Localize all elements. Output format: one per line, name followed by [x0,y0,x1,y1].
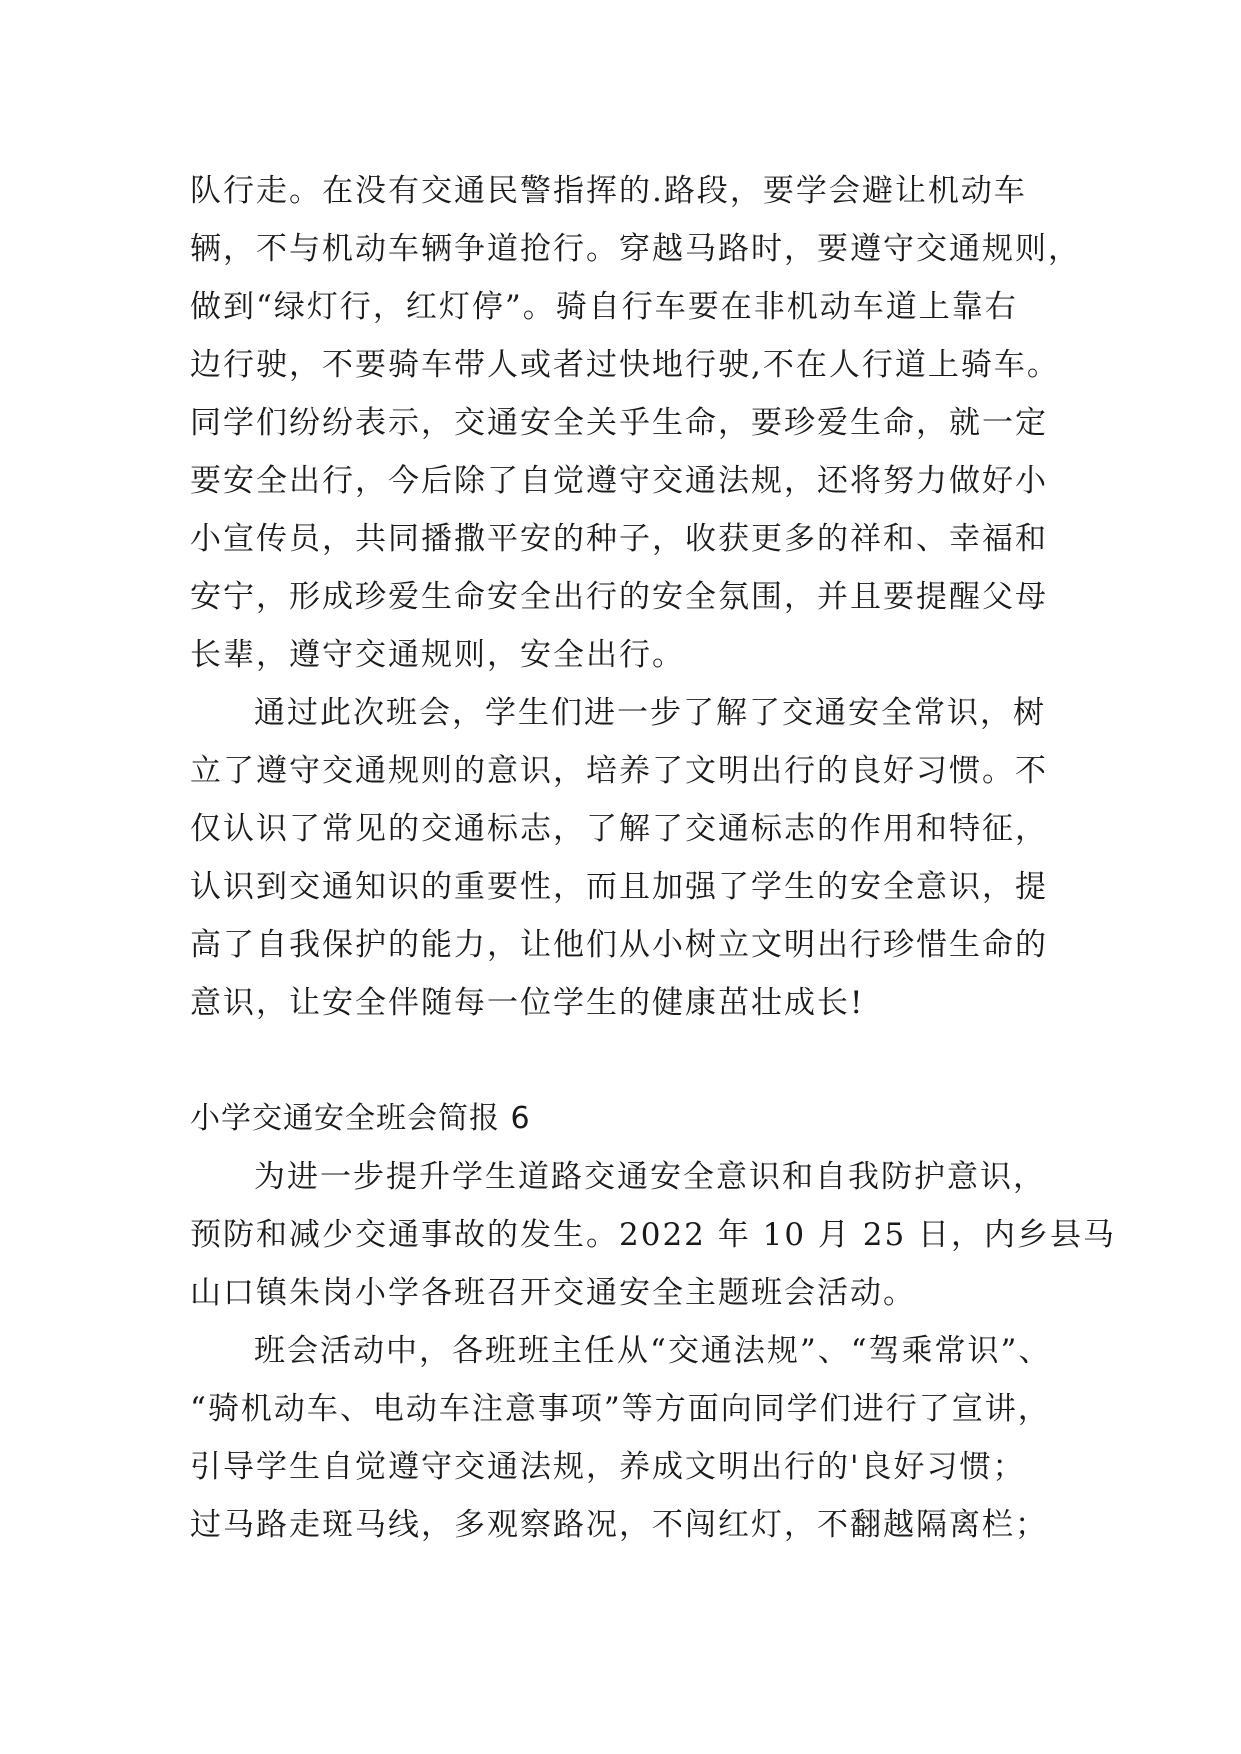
text-line: 为进一步提升学生道路交通安全意识和自我防护意识， [254,1159,1046,1195]
text-line: 通过此次班会，学生们进一步了解了交通安全常识，树 [254,695,1046,731]
text-line: 仅认识了常见的交通标志，了解了交通标志的作用和特征， [190,811,1048,847]
text-line: 队行走。在没有交通民警指挥的.路段，要学会避让机动车 [190,173,1027,209]
text-line: 山口镇朱岗小学各班召开交通安全主题班会活动。 [190,1275,916,1311]
text-line: 高了自我保护的能力，让他们从小树立文明出行珍惜生命的 [190,927,1048,963]
text-line: 同学们纷纷表示，交通安全关乎生命，要珍爱生命，就一定 [190,405,1048,441]
text-line: 认识到交通知识的重要性，而且加强了学生的安全意识，提 [190,869,1048,905]
text-line: 小宣传员，共同播撒平安的种子，收获更多的祥和、幸福和 [190,521,1048,557]
text-line: 安宁，形成珍爱生命安全出行的安全氛围，并且要提醒父母 [190,579,1048,615]
text-line: 引导学生自觉遵守交通法规，养成文明出行的'良好习惯； [190,1449,1026,1485]
text-line: 班会活动中，各班班主任从“交通法规”、“驾乘常识”、 [254,1333,1052,1369]
text-line: 过马路走斑马线，多观察路况，不闯红灯，不翻越隔离栏； [190,1507,1048,1543]
text-line: “骑机动车、电动车注意事项”等方面向同学们进行了宣讲， [190,1391,1051,1427]
text-line: 做到“绿灯行，红灯停”。骑自行车要在非机动车道上靠右 [190,289,1018,325]
text-line: 立了遵守交通规则的意识，培养了文明出行的良好习惯。不 [190,753,1048,789]
text-line: 要安全出行，今后除了自觉遵守交通法规，还将努力做好小 [190,463,1048,499]
paragraph-intro [190,1148,1117,1322]
paragraph-activity [190,1322,1090,1554]
section-heading: 小学交通安全班会简报 6 [190,1101,531,1136]
text-line: 边行驶，不要骑车带人或者过快地行驶,不在人行道上骑车。 [190,347,1060,383]
paragraph-summary [190,684,1090,1032]
blank-line [190,1032,1090,1090]
document-body [190,162,1117,1554]
paragraph-traffic-rules [190,162,1090,684]
text-line: 辆，不与机动车辆争道抢行。穿越马路时，要遵守交通规则， [190,231,1081,267]
text-line: 预防和减少交通事故的发生。2022 年 10 月 25 日，内乡县马 [190,1217,1117,1253]
text-line: 长辈，遵守交通规则，安全出行。 [190,637,685,673]
text-line: 意识，让安全伴随每一位学生的健康茁壮成长! [190,985,865,1021]
